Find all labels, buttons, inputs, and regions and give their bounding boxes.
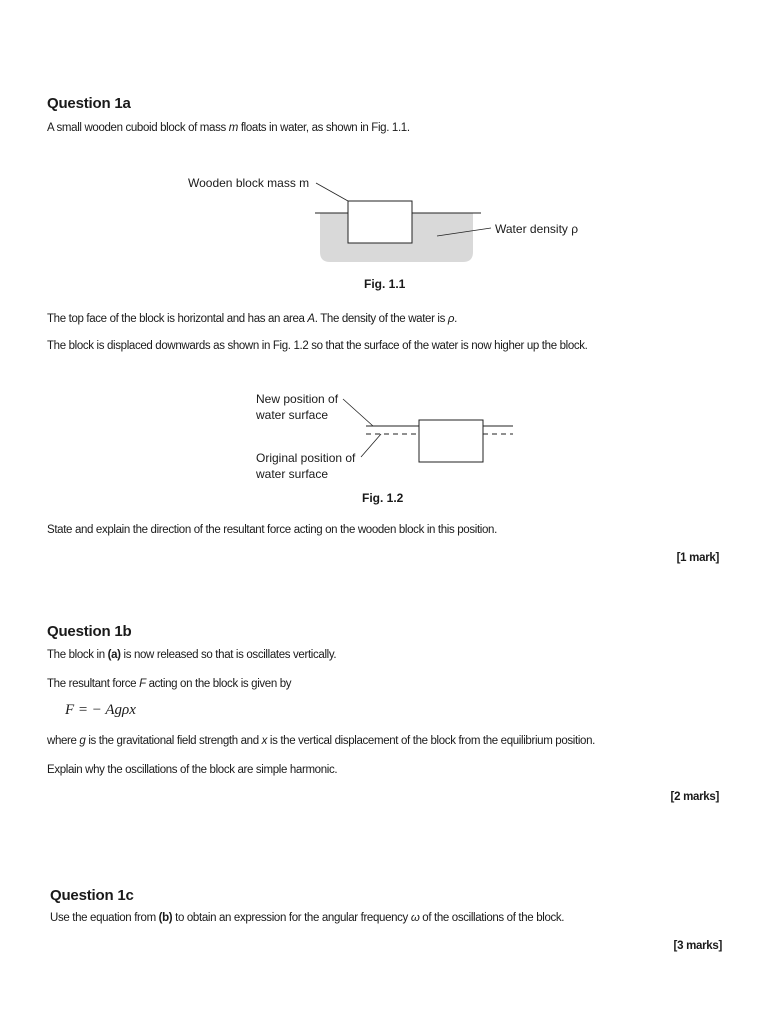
question-1c-title: Question 1c — [50, 887, 134, 904]
figure-1-1-caption: Fig. 1.1 — [364, 277, 406, 291]
wooden-block — [348, 201, 412, 243]
label-water-density: Water density ρ — [495, 222, 579, 236]
question-1b-line-where: where g is the gravitational field strength and x is the vertical displacement of the block from the equilibrium position. — [47, 735, 595, 747]
question-1a-para-area: The top face of the block is horizontal and has an area A. The density of the water is ρ. — [47, 313, 457, 325]
original-surface-leader — [361, 434, 381, 457]
block-label-leader — [316, 183, 348, 201]
question-1c-marks: [3 marks] — [673, 940, 722, 952]
question-1b-marks: [2 marks] — [670, 791, 719, 803]
question-1b-line-released: The block in (a) is now released so that is oscillates vertically. — [47, 649, 337, 661]
question-1a-title: Question 1a — [47, 95, 131, 112]
figure-1-2-caption: Fig. 1.2 — [362, 491, 404, 505]
question-1b-title: Question 1b — [47, 623, 132, 640]
label-original-position-2: water surface — [256, 467, 329, 481]
figure-1-2 — [0, 380, 768, 510]
force-equation: F = − Agρx — [65, 702, 136, 718]
question-1a-intro: A small wooden cuboid block of mass m floats in water, as shown in Fig. 1.1. — [47, 122, 410, 134]
label-new-position-1: New position of — [256, 392, 339, 406]
question-1a-marks: [1 mark] — [676, 552, 719, 564]
label-wooden-block: Wooden block mass m — [188, 176, 310, 190]
label-new-position-2: water surface — [256, 408, 329, 422]
figure-1-1-drawing — [0, 0, 768, 300]
question-1b-task: Explain why the oscillations of the block are simple harmonic. — [47, 764, 338, 776]
new-surface-leader — [343, 399, 373, 426]
label-original-position-1: Original position of — [256, 451, 356, 465]
displaced-block — [419, 420, 483, 462]
question-1b-line-force: The resultant force F acting on the block is given by — [47, 678, 292, 690]
figure-1-1 — [0, 0, 768, 300]
question-1a-para-displaced: The block is displaced downwards as shown in Fig. 1.2 so that the surface of the water is now higher up the block. — [47, 340, 588, 352]
question-1a-task: State and explain the direction of the resultant force acting on the wooden block in this position. — [47, 524, 497, 536]
question-1c-task: Use the equation from (b) to obtain an expression for the angular frequency ω of the oscillations of the block. — [50, 912, 565, 924]
